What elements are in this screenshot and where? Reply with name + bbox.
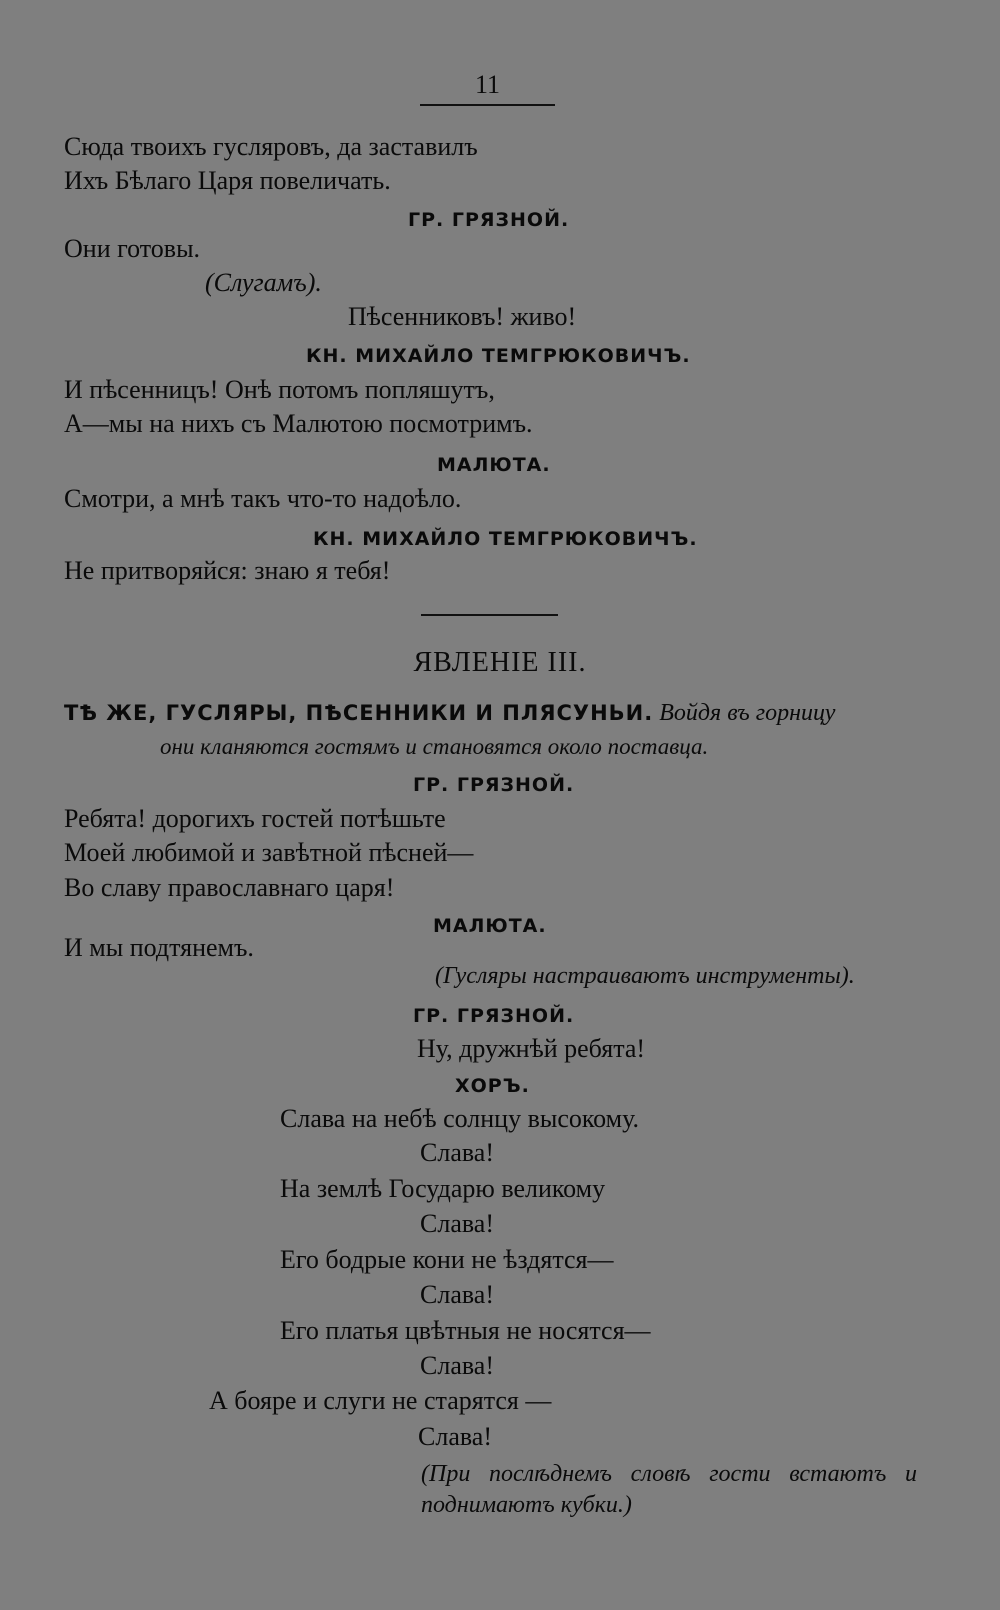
chorus-refrain: Слава!	[420, 1280, 494, 1309]
speaker-name: ГР. ГРЯЗНОЙ.	[413, 774, 575, 796]
final-stage-direction: (При послѣднемъ словѣ гости встаютъ и поднимаютъ кубки.)	[421, 1461, 917, 1518]
scene-heading: ЯВЛЕНІЕ III.	[413, 647, 587, 678]
chorus-line: На землѣ Государю великому	[280, 1174, 606, 1203]
speaker-name: МАЛЮТА.	[437, 454, 551, 476]
chorus-refrain: Слава!	[420, 1351, 494, 1380]
verse-line: И мы подтянемъ.	[64, 933, 254, 962]
verse-line: Ну, дружнѣй ребята!	[417, 1034, 646, 1063]
verse-line: А—мы на нихъ съ Малютою посмотримъ.	[64, 409, 533, 438]
speaker-name: КН. МИХАЙЛО ТЕМГРЮКОВИЧЪ.	[306, 345, 691, 367]
scene-cast: ТѢ ЖЕ, ГУСЛЯРЫ, ПѢСЕННИКИ И ПЛЯСУНЬИ.	[64, 701, 654, 725]
stage-direction: (Слугамъ).	[205, 268, 322, 297]
verse-line: Не притворяйся: знаю я тебя!	[64, 556, 391, 585]
chorus-line: Его платья цвѣтныя не носятся—	[280, 1316, 651, 1345]
page-number: 11	[474, 70, 501, 99]
chorus-refrain: Слава!	[420, 1209, 494, 1238]
chorus-refrain: Слава!	[418, 1422, 492, 1451]
page-number-rule	[420, 104, 555, 106]
stage-direction: Войдя въ горницу	[659, 700, 836, 726]
verse-line: Ихъ Бѣлаго Царя повеличать.	[64, 166, 391, 195]
verse-line: Смотри, а мнѣ такъ что-то надоѣло.	[64, 484, 462, 513]
chorus-line: Его бодрые кони не ѣздятся—	[280, 1245, 614, 1274]
verse-line: Ребята! дорогихъ гостей потѣшьте	[64, 804, 446, 833]
speaker-name: КН. МИХАЙЛО ТЕМГРЮКОВИЧЪ.	[313, 528, 698, 550]
stage-direction: они кланяются гостямъ и становятся около поставца.	[160, 734, 709, 759]
verse-line: И пѣсенницъ! Онѣ потомъ попляшутъ,	[64, 375, 495, 404]
verse-line: Моей любимой и завѣтной пѣсней—	[64, 838, 474, 867]
verse-line: Сюда твоихъ гусляровъ, да заставилъ	[64, 132, 478, 161]
speaker-name: ГР. ГРЯЗНОЙ.	[408, 209, 570, 231]
speaker-name: ГР. ГРЯЗНОЙ.	[413, 1005, 575, 1027]
chorus-refrain: Слава!	[420, 1138, 494, 1167]
verse-line: Во славу православнаго царя!	[64, 873, 395, 902]
stage-direction: (Гусляры настраиваютъ инструменты).	[435, 963, 855, 989]
speaker-name: МАЛЮТА.	[433, 915, 547, 937]
chorus-line: Слава на небѣ солнцу высокому.	[280, 1104, 640, 1133]
chorus-line: А бояре и слуги не старятся —	[209, 1386, 552, 1415]
verse-line: Они готовы.	[64, 234, 201, 263]
verse-line: Пѣсенниковъ! живо!	[348, 302, 577, 331]
scene-divider	[421, 614, 558, 616]
speaker-name: ХОРЪ.	[455, 1075, 530, 1097]
scene-cast-line	[64, 698, 924, 728]
